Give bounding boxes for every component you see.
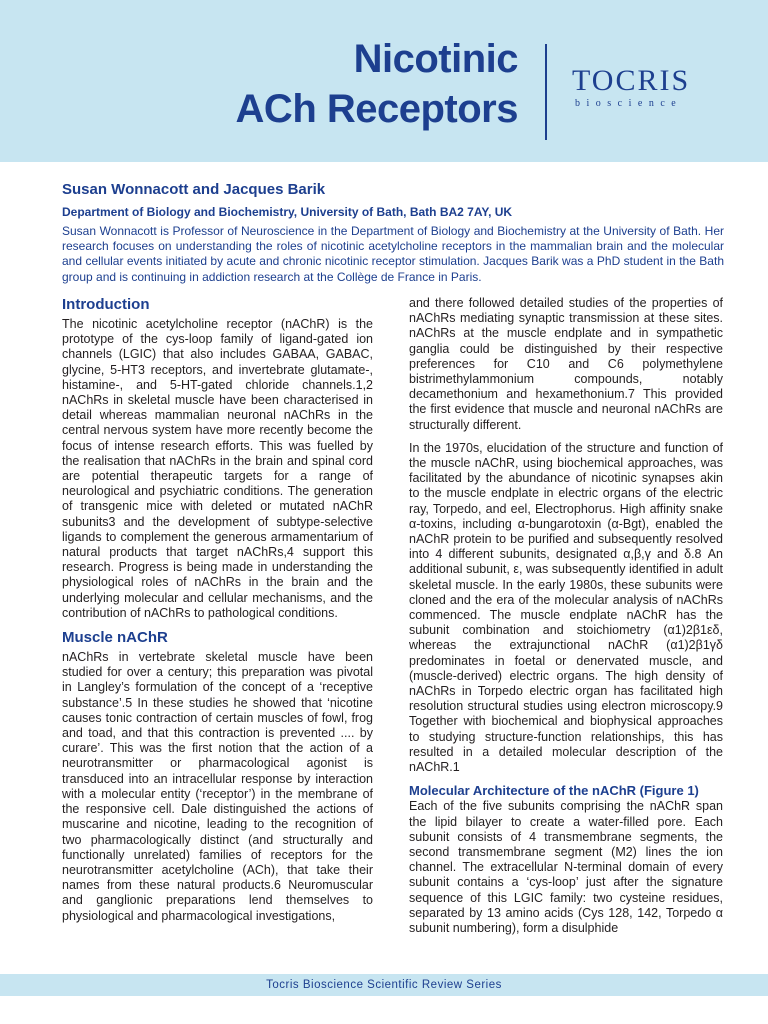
page-title — [236, 34, 518, 134]
introduction-text: The nicotinic acetylcholine receptor (nAChR) is the prototype of the cys-loop family of ligand-gated ion channels (LGIC) that also includes GABAA, GABAC, glycine, 5-HT3 receptors, and invertebrate glutamate-, histamine-, and 5-HT-gated chloride channels.1,2 nAChRs in skeletal muscle have been characterised in detail whereas mammalian neuronal nAChRs in the central nervous system have more recently become the focus of intense research efforts. This was fuelled by the realisation that nAChRs in the brain and spinal cord are potential therapeutic targets for a range of neurological and psychiatric conditions. The generation of transgenic mice with deleted or mutated nAChR subunits3 and the development of subtype-selective ligands to complement the generous armamentarium of natural products that target nAChRs,4 support this research. Progress is being made in understanding the physiological roles of nAChRs in the brain and the underlying molecular and cellular mechanisms, and the contribution of nAChRs to pathological conditions. — [62, 317, 373, 620]
header-divider — [545, 44, 547, 140]
introduction-heading: Introduction — [62, 296, 150, 313]
logo-wordmark: TOCRIS — [572, 64, 691, 97]
authors: Susan Wonnacott and Jacques Barik — [62, 181, 326, 198]
logo-tagline: bioscience — [575, 98, 683, 109]
title-line-2: ACh Receptors — [235, 87, 518, 131]
muscle-text-continued: and there followed detailed studies of the properties of nAChRs mediating synaptic transmission at these sites. nAChRs at the muscle endplate and in sympathetic ganglia could be distinguished by their respective preferences for C10 and C6 polymethylene bistrimethylammonium compounds, notably decamethonium and hexamethonium.7 This provided the first evidence that muscle and neuronal nAChRs are structurally different. — [409, 296, 723, 432]
muscle-text-2: In the 1970s, elucidation of the structure and function of the muscle nAChR, using biochemical approaches, was facilitated by the abundance of nicotinic synapses akin to the muscle endplate in electric organs of the electric ray, Torpedo, and eel, Electrophorus. High affinity snake α-toxins, including α-bungarotoxin (α-Bgt), enabled the nAChR protein to be purified and subsequently resolved into 4 different subunits, designated α,β,γ and δ.8 An additional subunit, ε, was subsequently identified in adult skeletal muscle. In the early 1980s, these subunits were cloned and the era of the molecular analysis of nAChRs commenced. The muscle endplate nAChR has the subunit combination and stoichiometry (α1)2β1εδ, whereas the extrajunctional nAChR (α1)2β1γδ predominates in foetal or denervated muscle, and (muscle-derived) electric organs. The high density of nAChRs in Torpedo electric organ has facilitated high resolution structural studies using electron microscopy.9 Together with biochemical and biophysical approaches to studying structure-function relationships, this has resulted in a detailed molecular description of the nAChR.1 — [409, 440, 723, 775]
architecture-text: Each of the five subunits comprising the nAChR span the lipid bilayer to create a water-filled pore. Each subunit consists of 4 transmembrane segments, the second transmembrane segment (M2) lines the ion channel. The extracellular N-terminal domain of every subunit contains a ‘cys-loop’ just after the signature sequence of this LGIC family: two cysteine residues, separated by 13 amino acids (Cys 128, 142, Torpedo α subunit numbering), form a disulphide — [409, 799, 723, 935]
affiliation: Department of Biology and Biochemistry, University of Bath, Bath BA2 7AY, UK — [62, 205, 513, 219]
muscle-heading: Muscle nAChR — [62, 629, 168, 647]
architecture-heading: Molecular Architecture of the nAChR (Figure 1) — [409, 783, 699, 799]
left-column — [62, 296, 373, 924]
footer-series: Tocris Bioscience Scientific Review Series — [0, 974, 768, 996]
title-line-1: Nicotinic — [353, 37, 518, 81]
tocris-logo — [572, 66, 732, 109]
header-banner — [0, 0, 768, 162]
right-column — [409, 296, 723, 936]
muscle-text: nAChRs in vertebrate skeletal muscle have been studied for over a century; this preparation was pivotal in Langley’s formulation of the concept of a ‘receptive substance’.5 In these studies he showed that ‘nicotine causes tonic contraction of certain muscles of fowl, frog and toad, and that this contraction is prevented .... by curare’. This was the first notion that the action of a neurotransmitter or pharmacological agonist is transduced into an intracellular response by interaction with a molecular entity (‘receptor’) in the membrane of the responsive cell. Dale distinguished the actions of muscarine and nicotine, leading to the recognition of two pharmacologically distinct (and structurally and functionally unrelated) families of receptors for the neurotransmitter acetylcholine (ACh), that take their names from these natural products.6 Neuromuscular and ganglionic preparations lend themselves to physiological and pharmacological investigations, — [62, 650, 373, 923]
author-bio: Susan Wonnacott is Professor of Neuroscience in the Department of Biology and Biochemistry at the University of Bath. Her research focuses on understanding the roles of nicotinic acetylcholine receptors in the mammalian brain and the molecular and cellular events initiated by acute and chronic nicotinic receptor stimulation. Jacques Barik was a PhD student in the Bath group and is continuing in addiction research at the Collège de France in Paris. — [62, 224, 724, 284]
